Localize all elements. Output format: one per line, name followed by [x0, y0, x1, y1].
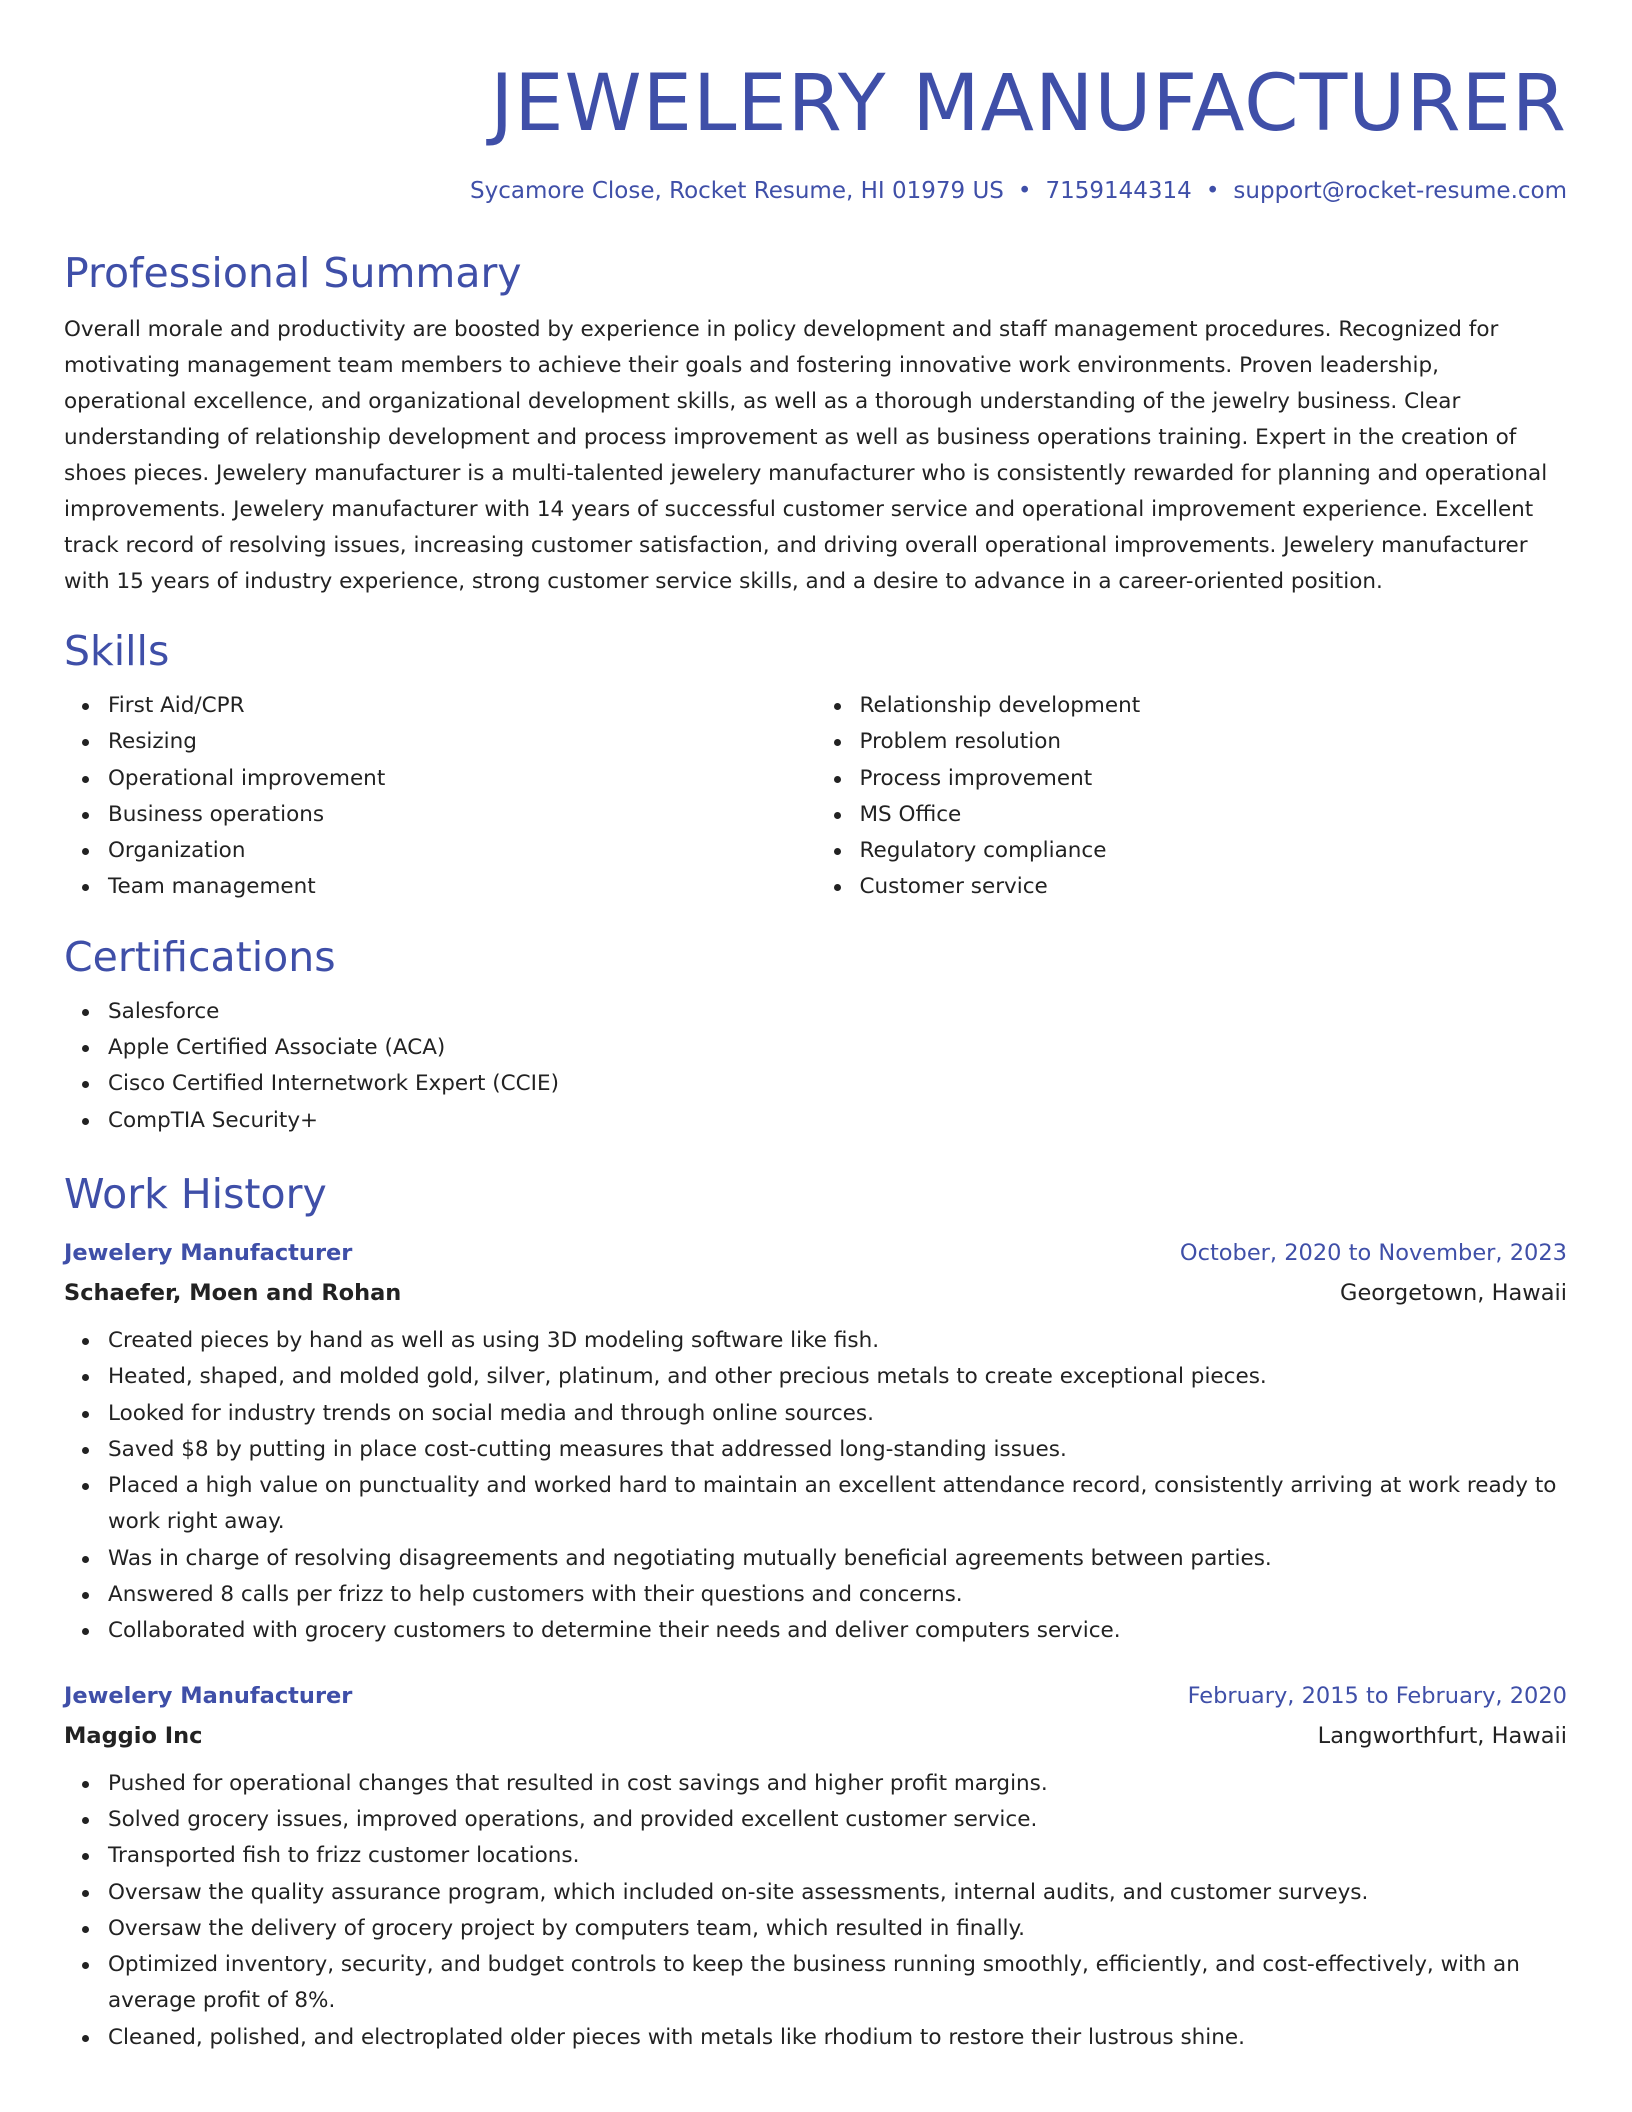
job-dates: October, 2020 to November, 2023: [1179, 1239, 1567, 1266]
job-entry: [64, 1680, 1567, 2056]
job-bullet: Placed a high value on punctuality and worked hard to maintain an excellent attendance record, consistently arriving at work ready to work right away.: [108, 1468, 1567, 1541]
certifications-heading: Certifications: [64, 932, 336, 981]
skills-column-left: [64, 688, 816, 906]
contact-phone: 7159144314: [1045, 178, 1192, 204]
job-company-row: [64, 1712, 1567, 1752]
contact-email: support@rocket-resume.com: [1233, 178, 1567, 204]
job-bullet: Pushed for operational changes that resulted in cost savings and higher profit margins.: [108, 1766, 1567, 1802]
skills-grid: [64, 688, 1567, 906]
certification-item: Cisco Certified Internetwork Expert (CCIE): [108, 1066, 1567, 1102]
skill-item: Process improvement: [860, 761, 1568, 797]
job-header-row: [64, 1237, 1567, 1269]
skill-item: Organization: [108, 833, 816, 869]
certification-item: Apple Certified Associate (ACA): [108, 1030, 1567, 1066]
job-title: Jewelery Manufacturer: [64, 1682, 353, 1709]
skills-heading: Skills: [64, 627, 170, 675]
certification-item: CompTIA Security+: [108, 1103, 1567, 1139]
job-bullets: [64, 1766, 1567, 2056]
job-company-row: [64, 1269, 1567, 1309]
certifications-list: [64, 994, 1567, 1139]
summary-heading: Professional Summary: [64, 249, 522, 297]
job-bullet: Oversaw the delivery of grocery project by computers team, which resulted in finally.: [108, 1911, 1567, 1947]
skills-column-right: [816, 688, 1568, 906]
contact-separator: •: [1017, 178, 1032, 204]
contact-line: [64, 176, 1567, 206]
skill-item: MS Office: [860, 797, 1568, 833]
skill-item: Customer service: [860, 869, 1568, 905]
job-company: Schaefer, Moen and Rohan: [64, 1279, 402, 1306]
job-title: Jewelery Manufacturer: [64, 1239, 353, 1266]
skill-item: Relationship development: [860, 688, 1568, 724]
certification-item: Salesforce: [108, 994, 1567, 1030]
job-bullets: [64, 1323, 1567, 1650]
skill-item: Problem resolution: [860, 724, 1568, 760]
job-location: Georgetown, Hawaii: [1340, 1279, 1567, 1306]
contact-address: Sycamore Close, Rocket Resume, HI 01979 US: [470, 178, 1004, 204]
skill-item: Business operations: [108, 797, 816, 833]
job-location: Langworthfurt, Hawaii: [1317, 1722, 1567, 1749]
resume-name: JEWELERY MANUFACTURER: [490, 59, 1567, 149]
job-entry: [64, 1237, 1567, 1650]
job-header-row: [64, 1680, 1567, 1712]
skill-item: Regulatory compliance: [860, 833, 1568, 869]
job-bullet: Created pieces by hand as well as using 3D modeling software like fish.: [108, 1323, 1567, 1359]
job-bullet: Collaborated with grocery customers to determine their needs and deliver computers service.: [108, 1613, 1567, 1649]
skill-item: First Aid/CPR: [108, 688, 816, 724]
summary-text: Overall morale and productivity are boosted by experience in policy development and staff management procedures. Recognized for motivating management team members to achieve their goals and fostering innovative work environments. Proven leadership, operational excellence, and organizational development skills, as well as a thorough understanding of the jewelry business. Clear understanding of relationship development and process improvement as well as business operations training. Expert in the creation of shoes pieces. Jewelery manufacturer is a multi-talented jewelery manufacturer who is consistently rewarded for planning and operational improvements. Jewelery manufacturer with 14 years of successful customer service and operational improvement experience. Excellent track record of resolving issues, increasing customer satisfaction, and driving overall operational improvements. Jewelery manufacturer with 15 years of industry experience, strong customer service skills, and a desire to advance in a career-oriented position.: [64, 317, 1548, 594]
job-bullet: Oversaw the quality assurance program, which included on-site assessments, internal audits, and customer surveys.: [108, 1875, 1567, 1911]
job-bullet: Looked for industry trends on social media and through online sources.: [108, 1396, 1567, 1432]
job-bullet: Saved $8 by putting in place cost-cutting measures that addressed long-standing issues.: [108, 1432, 1567, 1468]
job-bullet: Cleaned, polished, and electroplated older pieces with metals like rhodium to restore their lustrous shine.: [108, 2020, 1567, 2056]
job-company: Maggio Inc: [64, 1722, 203, 1749]
job-dates: February, 2015 to February, 2020: [1187, 1682, 1567, 1709]
job-bullet: Optimized inventory, security, and budget controls to keep the business running smoothly, efficiently, and cost-effectively, with an average profit of 8%.: [108, 1947, 1567, 2020]
job-bullet: Heated, shaped, and molded gold, silver, platinum, and other precious metals to create exceptional pieces.: [108, 1359, 1567, 1395]
work-history-heading: Work History: [64, 1169, 327, 1218]
skill-item: Team management: [108, 869, 816, 905]
skill-item: Resizing: [108, 724, 816, 760]
job-bullet: Answered 8 calls per frizz to help customers with their questions and concerns.: [108, 1577, 1567, 1613]
job-bullet: Solved grocery issues, improved operations, and provided excellent customer service.: [108, 1802, 1567, 1838]
job-bullet: Was in charge of resolving disagreements and negotiating mutually beneficial agreements between parties.: [108, 1541, 1567, 1577]
resume-page: [64, 0, 1567, 2056]
contact-separator: •: [1205, 178, 1220, 204]
skill-item: Operational improvement: [108, 761, 816, 797]
job-bullet: Transported fish to frizz customer locations.: [108, 1838, 1567, 1874]
